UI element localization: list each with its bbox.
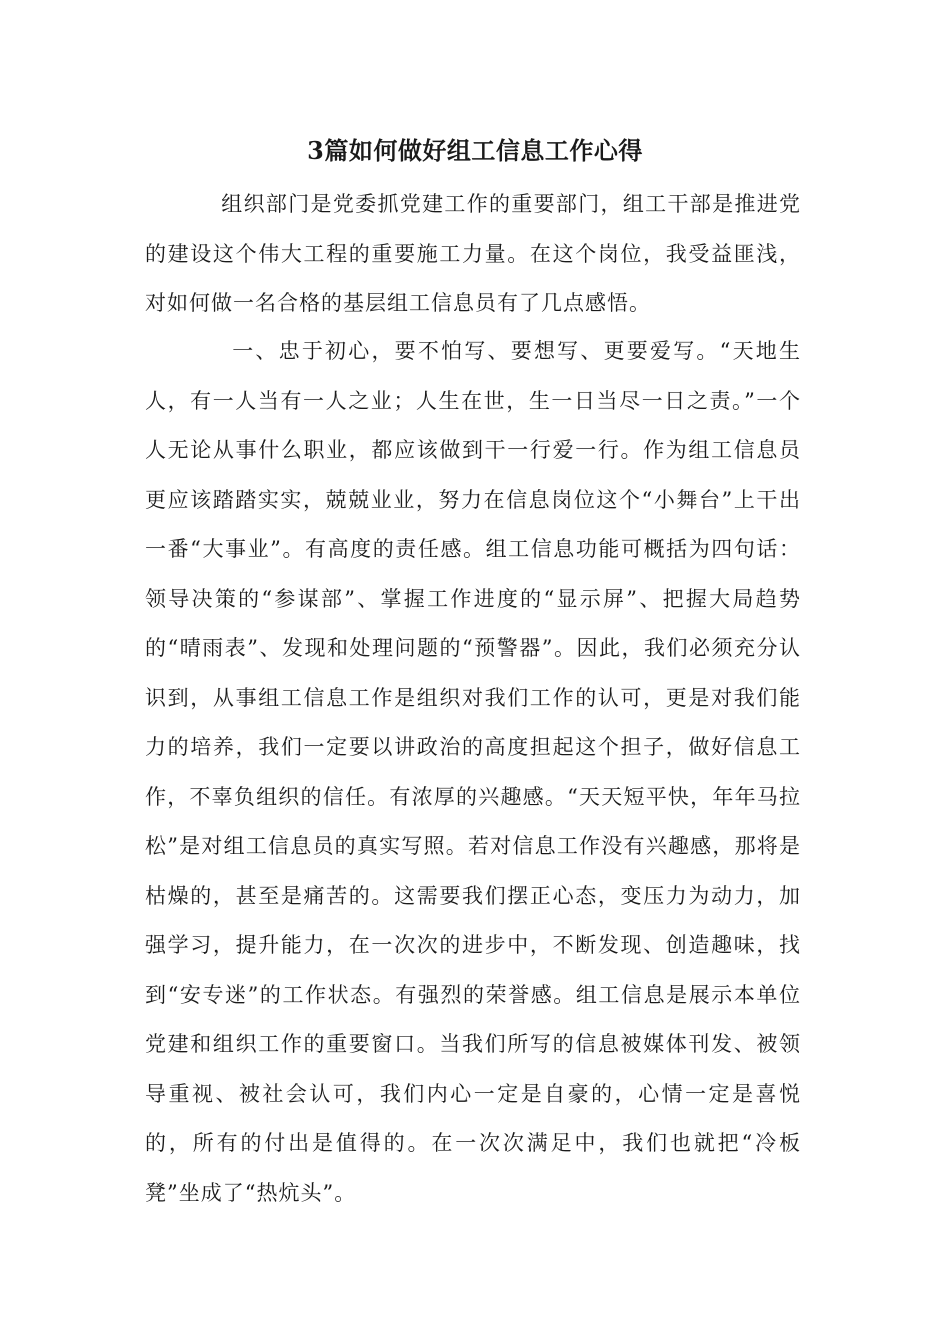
document-title: 3篇如何做好组工信息工作心得: [307, 136, 643, 165]
paragraph-section-one: [145, 327, 801, 1218]
paragraph-intro: [145, 180, 801, 329]
paragraph-section-one-text: 一、忠于初心，要不怕写、要想写、更要爱写。“天地生人，有一人当有一人之业；人生在世，生一日当尽一日之责。”一个人无论从事什么职业，都应该做到干一行爱一行。作为组工信息员更应该踏踏实实，兢兢业业，努力在信息岗位这个“小舞台”上干出一番“大事业”。有高度的责任感。组工信息功能可概括为四句话：领导决策的“参谋部”、掌握工作进度的“显示屏”、把握大局趋势的“晴雨表”、发现和处理问题的“预警器”。因此，我们必须充分认识到，从事组工信息工作是组织对我们工作的认可，更是对我们能力的培养，我们一定要以讲政治的高度担起这个担子，做好信息工作，不辜负组织的信任。有浓厚的兴趣感。“天天短平快，年年马拉松”是对组工信息员的真实写照。若对信息工作没有兴趣感，那将是枯燥的，甚至是痛苦的。这需要我们摆正心态，变压力为动力，加强学习，提升能力，在一次次的进步中，不断发现、创造趣味，找到“安专迷”的工作状态。有强烈的荣誉感。组工信息是展示本单位党建和组织工作的重要窗口。当我们所写的信息被媒体刊发、被领导重视、被社会认可，我们内心一定是自豪的，心情一定是喜悦的，所有的付出是值得的。在一次次满足中，我们也就把“冷板凳”坐成了“热炕头”。: [145, 339, 801, 1205]
paragraph-intro-text: 组织部门是党委抓党建工作的重要部门，组工干部是推进党的建设这个伟大工程的重要施工力量。在这个岗位，我受益匪浅，对如何做一名合格的基层组工信息员有了几点感悟。: [145, 192, 801, 315]
